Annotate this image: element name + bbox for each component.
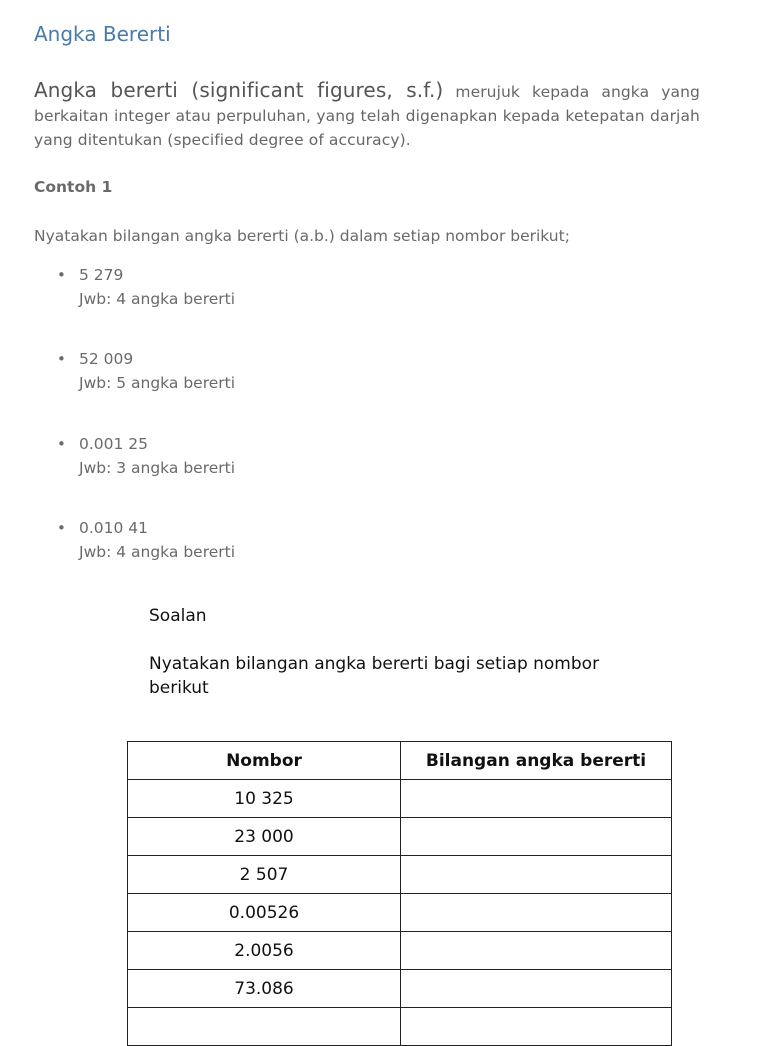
number-cell: 23 000	[128, 818, 401, 856]
page-title: Angka Bererti	[34, 22, 171, 46]
table-row	[128, 932, 672, 970]
table-row	[128, 818, 672, 856]
answer-cell[interactable]	[401, 894, 672, 932]
example-answer: Jwb: 5 angka bererti	[79, 374, 236, 392]
example-heading: Contoh 1	[34, 178, 113, 196]
intro-text: merujuk kepada angka yang berkaitan integer atau perpuluhan, yang telah digenapkan kepada ketepatan darjah yang ditentukan (specified degree of accuracy).	[34, 83, 700, 149]
answer-cell[interactable]	[401, 1008, 672, 1046]
number-cell: 2 507	[128, 856, 401, 894]
number-cell: 73.086	[128, 970, 401, 1008]
bullet-icon: •	[57, 350, 66, 368]
number-cell	[128, 1008, 401, 1046]
bullet-icon: •	[57, 519, 66, 537]
table-row	[128, 894, 672, 932]
example-item	[57, 347, 235, 395]
example-number: 0.001 25	[79, 435, 149, 453]
number-cell: 0.00526	[128, 894, 401, 932]
example-instruction: Nyatakan bilangan angka bererti (a.b.) dalam setiap nombor berikut;	[34, 227, 570, 245]
table-row	[128, 1008, 672, 1046]
bullet-icon: •	[57, 435, 66, 453]
number-cell: 2.0056	[128, 932, 401, 970]
bullet-icon: •	[57, 266, 66, 284]
example-item	[57, 432, 235, 480]
example-number: 5 279	[79, 266, 124, 284]
answer-cell[interactable]	[401, 856, 672, 894]
question-text: Nyatakan bilangan angka bererti bagi setiap nombor berikut	[149, 654, 600, 698]
answer-cell[interactable]	[401, 970, 672, 1008]
answer-table	[127, 741, 672, 1046]
table-row	[128, 856, 672, 894]
intro-paragraph	[34, 78, 700, 152]
intro-term: Angka bererti (significant figures, s.f.)	[34, 78, 444, 102]
table-row	[128, 970, 672, 1008]
header-nombor: Nombor	[128, 742, 401, 780]
example-answer: Jwb: 3 angka bererti	[79, 459, 236, 477]
example-answer: Jwb: 4 angka bererti	[79, 290, 236, 308]
example-number: 52 009	[79, 350, 134, 368]
header-bilangan: Bilangan angka bererti	[401, 742, 672, 780]
example-item	[57, 516, 235, 564]
answer-cell[interactable]	[401, 932, 672, 970]
table-row	[128, 780, 672, 818]
question-title: Soalan	[149, 606, 207, 626]
answer-cell[interactable]	[401, 818, 672, 856]
number-cell: 10 325	[128, 780, 401, 818]
example-item	[57, 263, 235, 311]
answer-cell[interactable]	[401, 780, 672, 818]
table-header-row	[128, 742, 672, 780]
example-answer: Jwb: 4 angka bererti	[79, 543, 236, 561]
example-number: 0.010 41	[79, 519, 149, 537]
